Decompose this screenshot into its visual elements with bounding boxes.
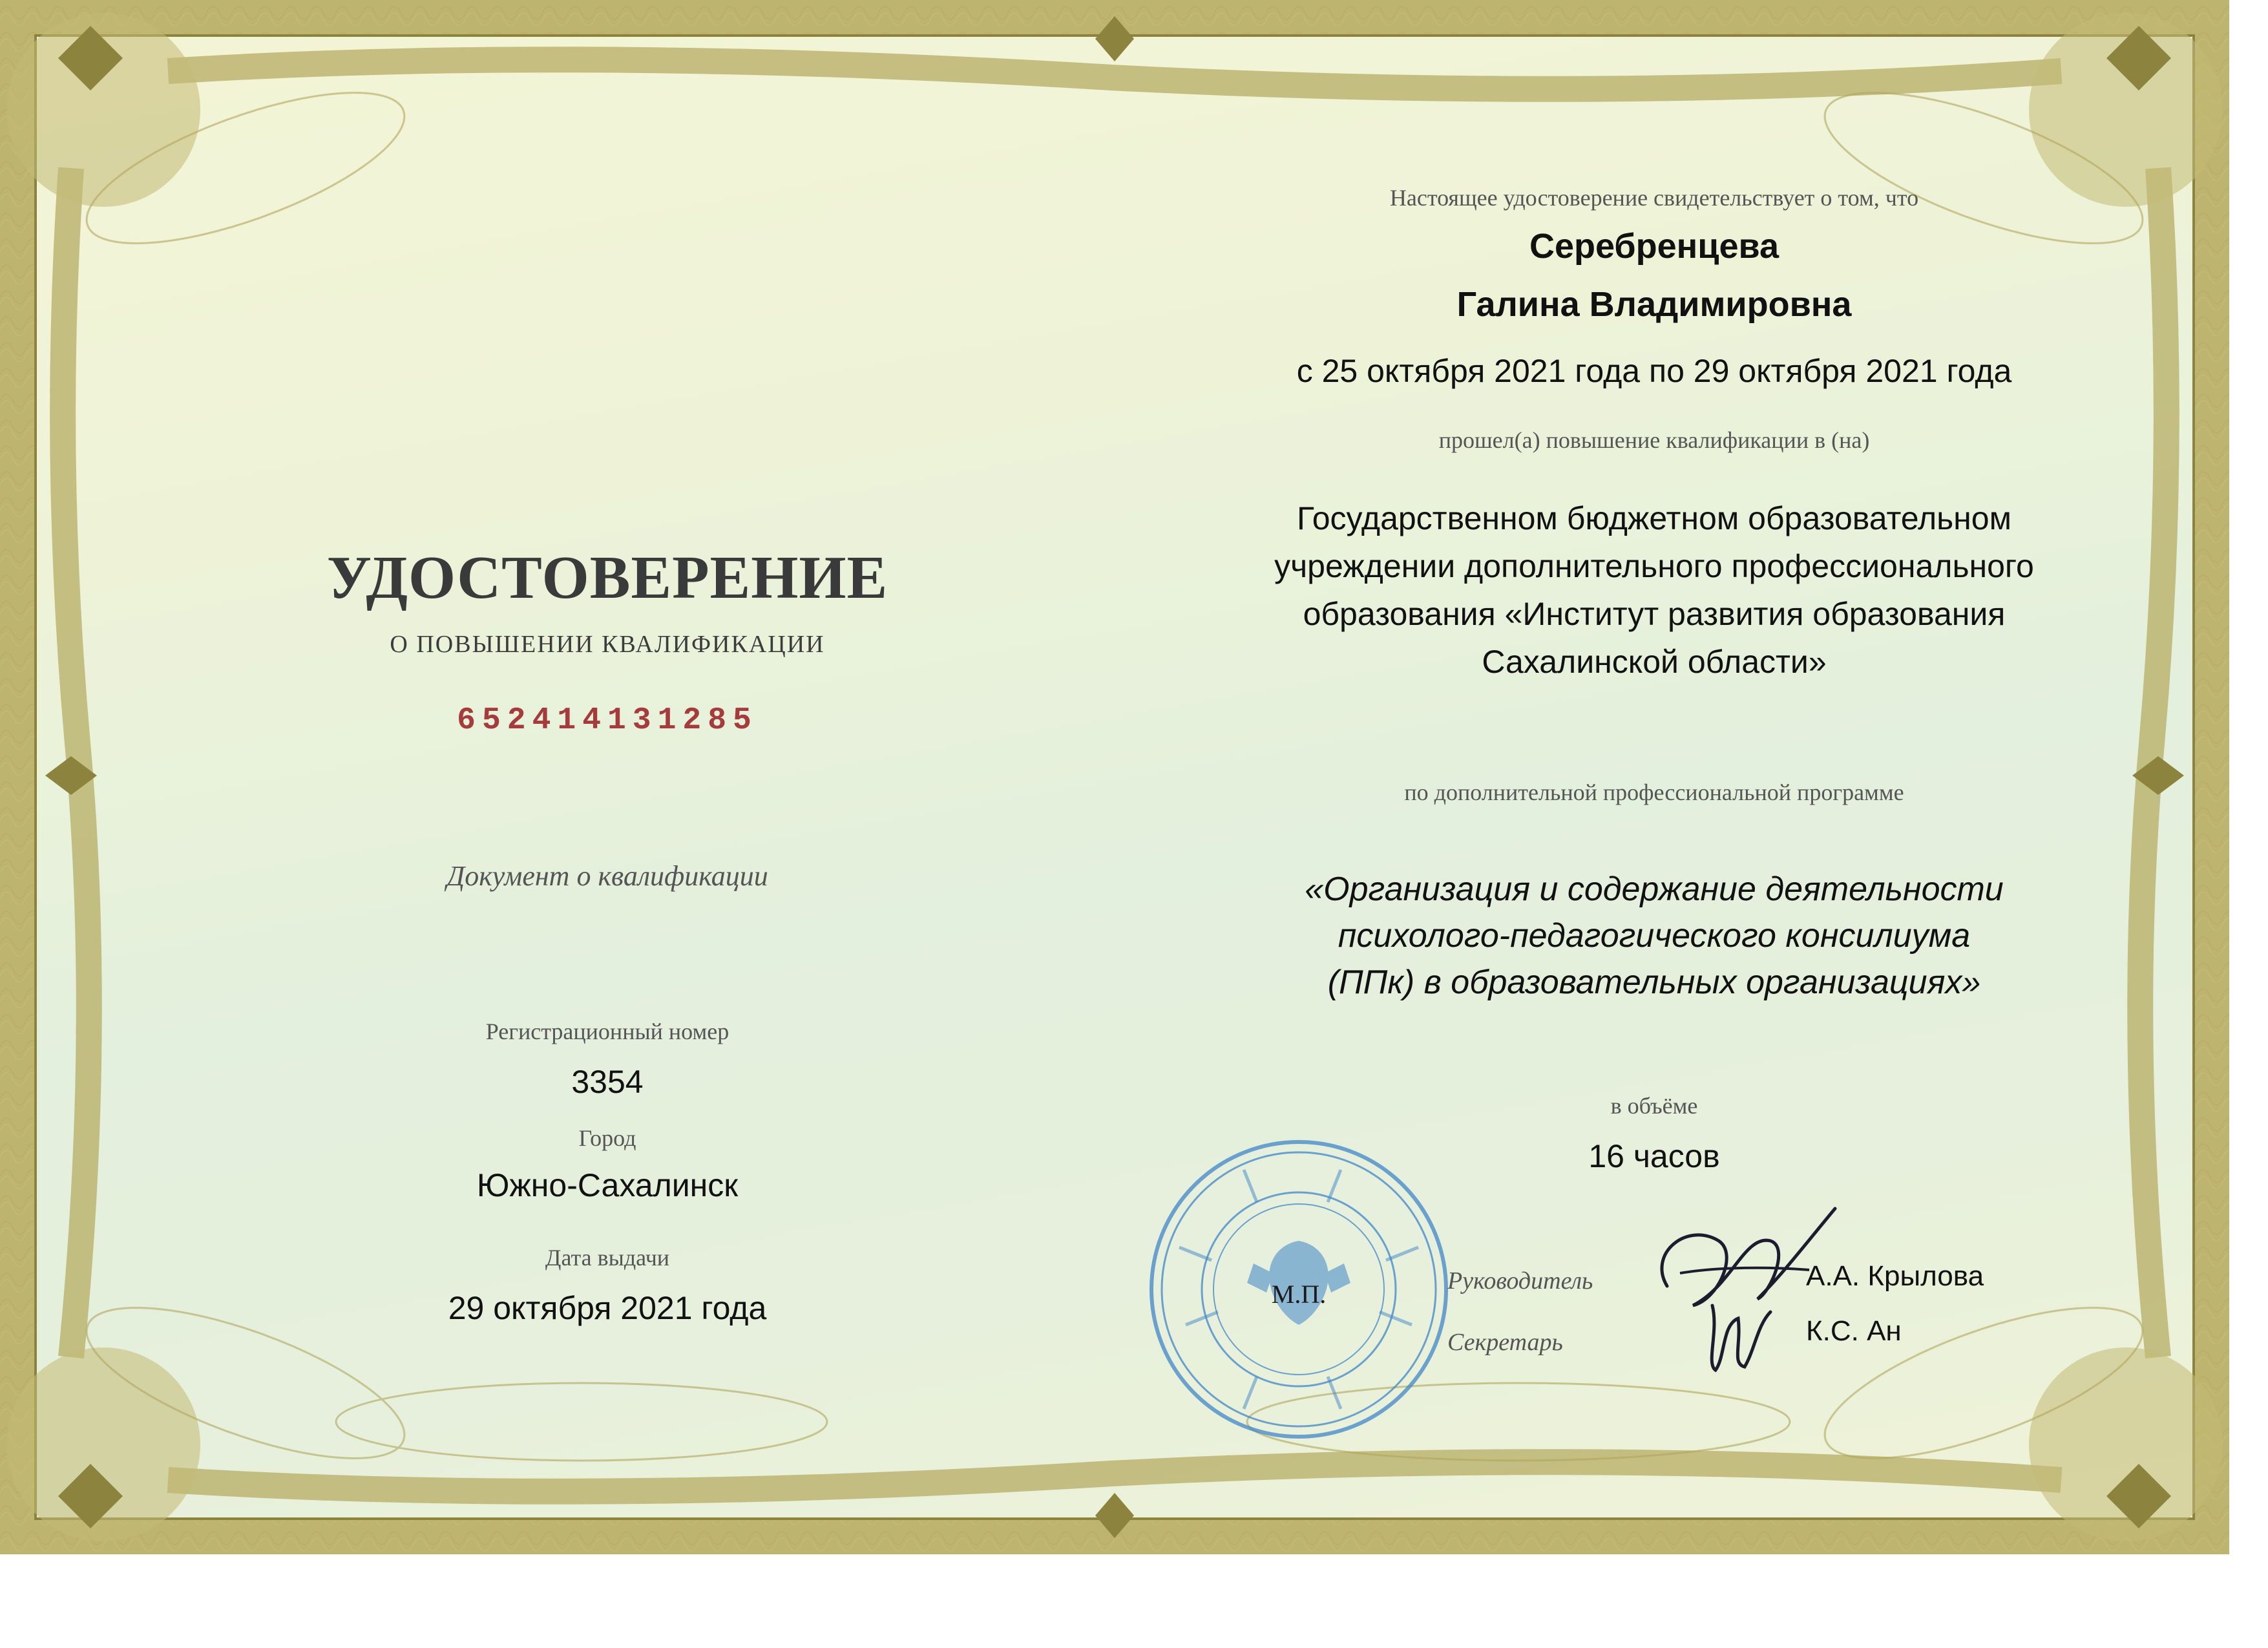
passed-text: прошел(а) повышение квалификации в (на): [1438, 427, 1870, 453]
official-stamp: [1140, 1131, 1457, 1448]
given-names: Галина Владимировна: [1456, 285, 1852, 324]
institution-line: Сахалинской области»: [1482, 644, 1827, 680]
institution-line: Государственном бюджетном образовательном: [1297, 500, 2011, 536]
registration-label: Регистрационный номер: [485, 1019, 730, 1044]
document-title: УДОСТОВЕРЕНИЕ: [326, 544, 888, 611]
head-label: Руководитель: [1447, 1267, 1593, 1294]
serial-number: 652414131285: [457, 703, 758, 738]
secretary-name: К.С. Ан: [1806, 1315, 1902, 1347]
institution-name: [1215, 494, 2094, 686]
institution-line: учреждении дополнительного профессионального: [1274, 548, 2034, 584]
training-period: с 25 октября 2021 года по 29 октября 2021 года: [1296, 353, 2012, 389]
seal-mark: М.П.: [1271, 1280, 1327, 1309]
intro-text: Настоящее удостоверение свидетельствует о том, что: [1389, 185, 1919, 211]
secretary-label: Секретарь: [1447, 1329, 1563, 1356]
program-line: (ППк) в образовательных организациях»: [1327, 964, 1981, 1001]
program-label: по дополнительной профессиональной программе: [1404, 779, 1904, 805]
registration-number: 3354: [571, 1064, 644, 1100]
head-name: А.А. Крылова: [1806, 1260, 1984, 1292]
program-line: «Организация и содержание деятельности: [1305, 871, 2004, 908]
secretary-signature: [1693, 1286, 1790, 1383]
issue-date-value: 29 октября 2021 года: [448, 1290, 767, 1326]
surname: Серебренцева: [1529, 227, 1780, 266]
program-line: психолого-педагогического консилиума: [1338, 917, 1971, 955]
document-type: Документ о квалификации: [446, 860, 768, 892]
issue-date-label: Дата выдачи: [545, 1245, 670, 1271]
institution-line: образования «Институт развития образования: [1303, 596, 2006, 632]
volume-value: 16 часов: [1588, 1138, 1720, 1174]
document-subtitle: О ПОВЫШЕНИИ КВАЛИФИКАЦИИ: [390, 631, 825, 658]
volume-label: в объёме: [1610, 1093, 1698, 1119]
program-title: [1215, 866, 2094, 1006]
city-value: Южно-Сахалинск: [476, 1167, 739, 1203]
city-label: Город: [578, 1125, 636, 1151]
